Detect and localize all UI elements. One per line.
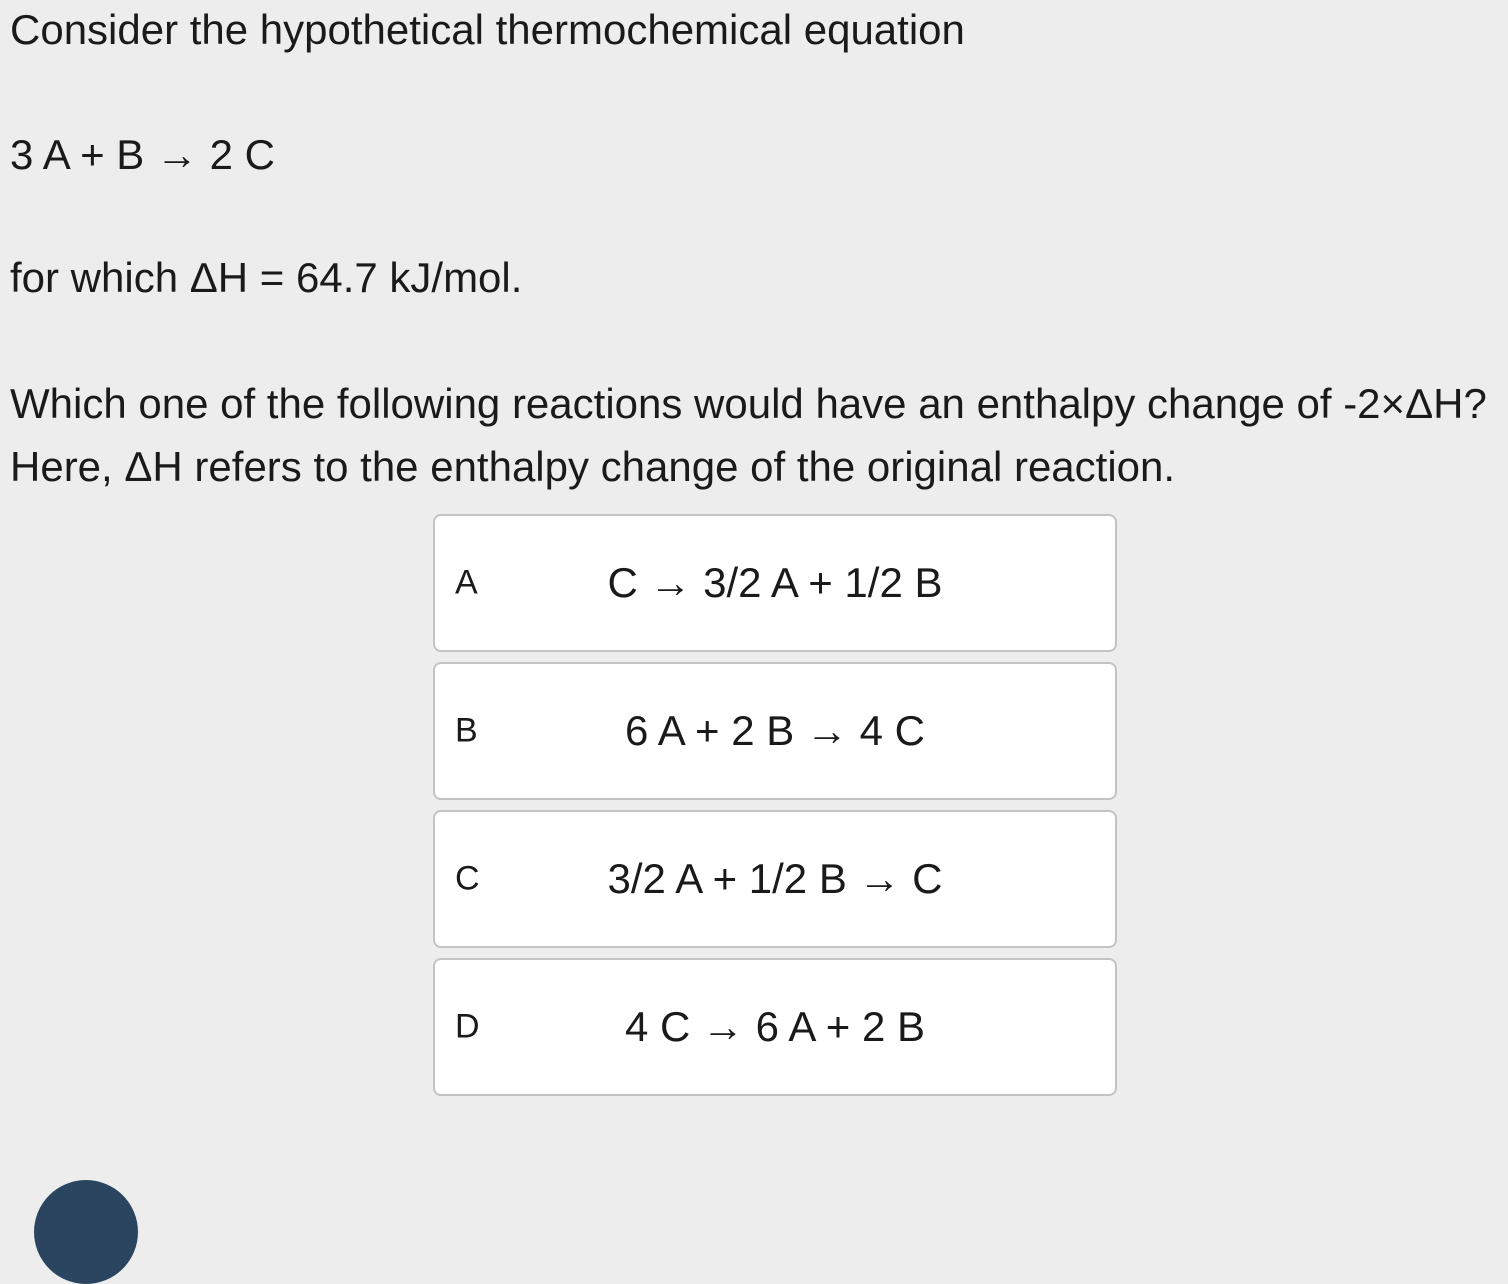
question-intro: Consider the hypothetical thermochemical equation <box>10 6 965 53</box>
question-prompt: Which one of the following reactions would have an enthalpy change of -2×ΔH? Here, ΔH refers to the enthalpy change of the original reaction. <box>10 380 1487 490</box>
option-letter: B <box>455 711 478 750</box>
option-c[interactable] <box>433 810 1117 948</box>
option-reaction: 6 A + 2 B → 4 C <box>624 707 925 754</box>
option-b[interactable] <box>433 662 1117 800</box>
option-letter: A <box>455 563 478 602</box>
option-d[interactable] <box>433 958 1117 1096</box>
option-a[interactable] <box>433 514 1117 652</box>
option-reaction: 4 C → 6 A + 2 B <box>624 1003 925 1050</box>
option-letter: D <box>455 1007 480 1046</box>
reaction-equation: 3 A + B → 2 C <box>10 131 275 178</box>
floating-action-button[interactable] <box>34 1180 138 1284</box>
answer-options <box>433 514 1117 1106</box>
option-reaction: 3/2 A + 1/2 B → C <box>607 855 943 902</box>
option-reaction: C → 3/2 A + 1/2 B <box>607 559 943 606</box>
enthalpy-value: for which ΔH = 64.7 kJ/mol. <box>10 254 523 301</box>
option-letter: C <box>455 859 480 898</box>
